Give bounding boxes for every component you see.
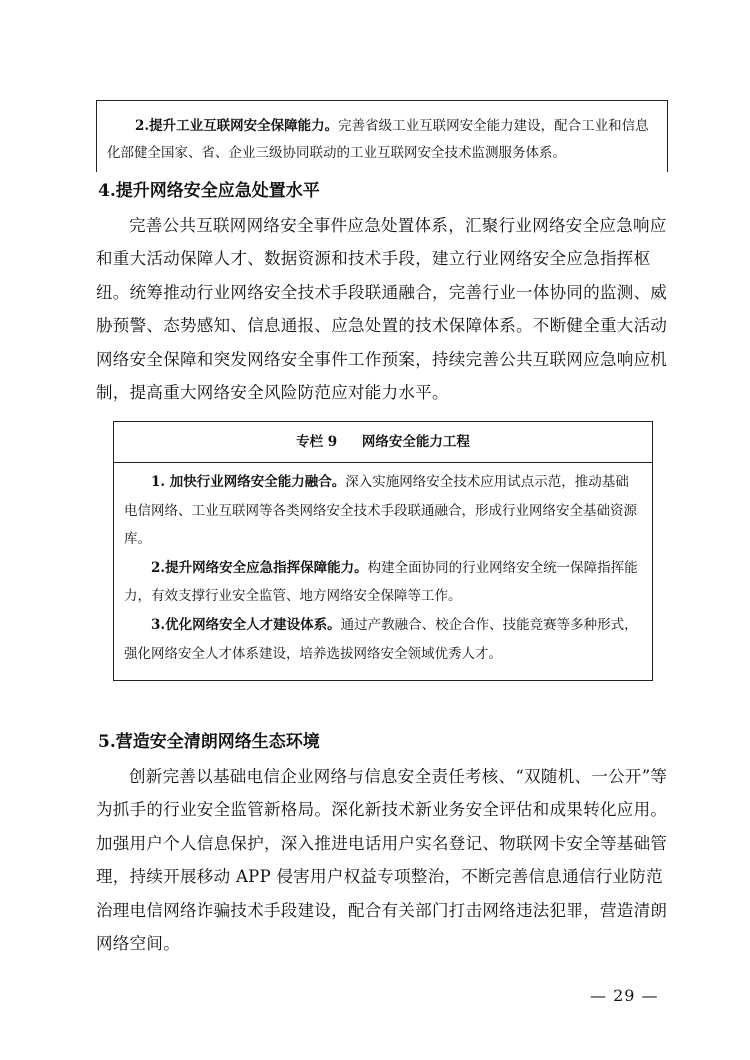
column-title: 网络安全能力工程 [361, 434, 470, 450]
infrastructure-box-continued [96, 100, 668, 172]
column-box-9 [113, 421, 653, 681]
column-item-heading: 2.提升网络安全应急指挥保障能力。 [151, 559, 368, 576]
column-item-text: 通过产教融合、校企合作、技能竞赛等多种形式，强化网络安全人才体系建设，培养选拔网络安全领域优秀人才。 [124, 616, 638, 662]
column-item-text: 构建全面协同的行业网络安全统一保障指挥能力，有效支撑行业安全监管、地方网络安全保障等工作。 [124, 559, 638, 605]
column-label: 专栏 9 [296, 434, 338, 450]
column-box-body [114, 463, 652, 668]
box-item-heading: 2.提升工业互联网安全保障能力。 [135, 118, 339, 134]
section-heading-4: 4.提升网络安全应急处置水平 [98, 181, 320, 201]
column-box-title [114, 422, 652, 463]
column-item-text: 深入实施网络安全技术应用试点示范，推动基础电信网络、工业互联网等各类网络安全技术手段联通融合，形成行业网络安全基础资源库。 [124, 474, 637, 548]
section-paragraph-4: 完善公共互联网网络安全事件应急处置体系，汇聚行业网络安全应急响应和重大活动保障人才、数据资源和技术手段，建立行业网络安全应急指挥枢纽。统筹推动行业网络安全技术手段联通融合，完善行业一体协同的监测、威胁预警、态势感知、信息通报、应急处置的技术保障体系。不断健全重大活动网络安全保障和突发网络安全事件工作预案，持续完善公共互联网应急响应机制，提高重大网络安全风险防范应对能力水平。 [96, 216, 668, 403]
column-item-heading: 3.优化网络安全人才建设体系。 [151, 616, 341, 633]
column-item-2 [124, 554, 640, 611]
column-item-1 [124, 468, 640, 554]
box-item-text: 完善省级工业互联网安全能力建设，配合工业和信息化部健全国家、省、企业三级协同联动的工业互联网安全技术监测服务体系。 [107, 118, 649, 161]
section-paragraph-5: 创新完善以基础电信企业网络与信息安全责任考核、“双随机、一公开”等为抓手的行业安全监管新格局。深化新技术新业务安全评估和成果转化应用。加强用户个人信息保护，深入推进电话用户实名登记、物联网卡安全等基础管理，持续开展移动 APP 侵害用户权益专项整治，不断完善信息通信行业防范治理电信网络诈骗技术手段建设，配合有关部门打击网络违法犯罪，营造清朗网络空间。 [96, 767, 668, 954]
column-item-heading: 1. 加快行业网络安全能力融合。 [151, 474, 346, 490]
section-heading-5: 5.营造安全清朗网络生态环境 [98, 732, 320, 752]
page-number: — 29 — [590, 986, 659, 1005]
column-item-3 [124, 611, 640, 668]
box-item-2 [107, 113, 657, 167]
